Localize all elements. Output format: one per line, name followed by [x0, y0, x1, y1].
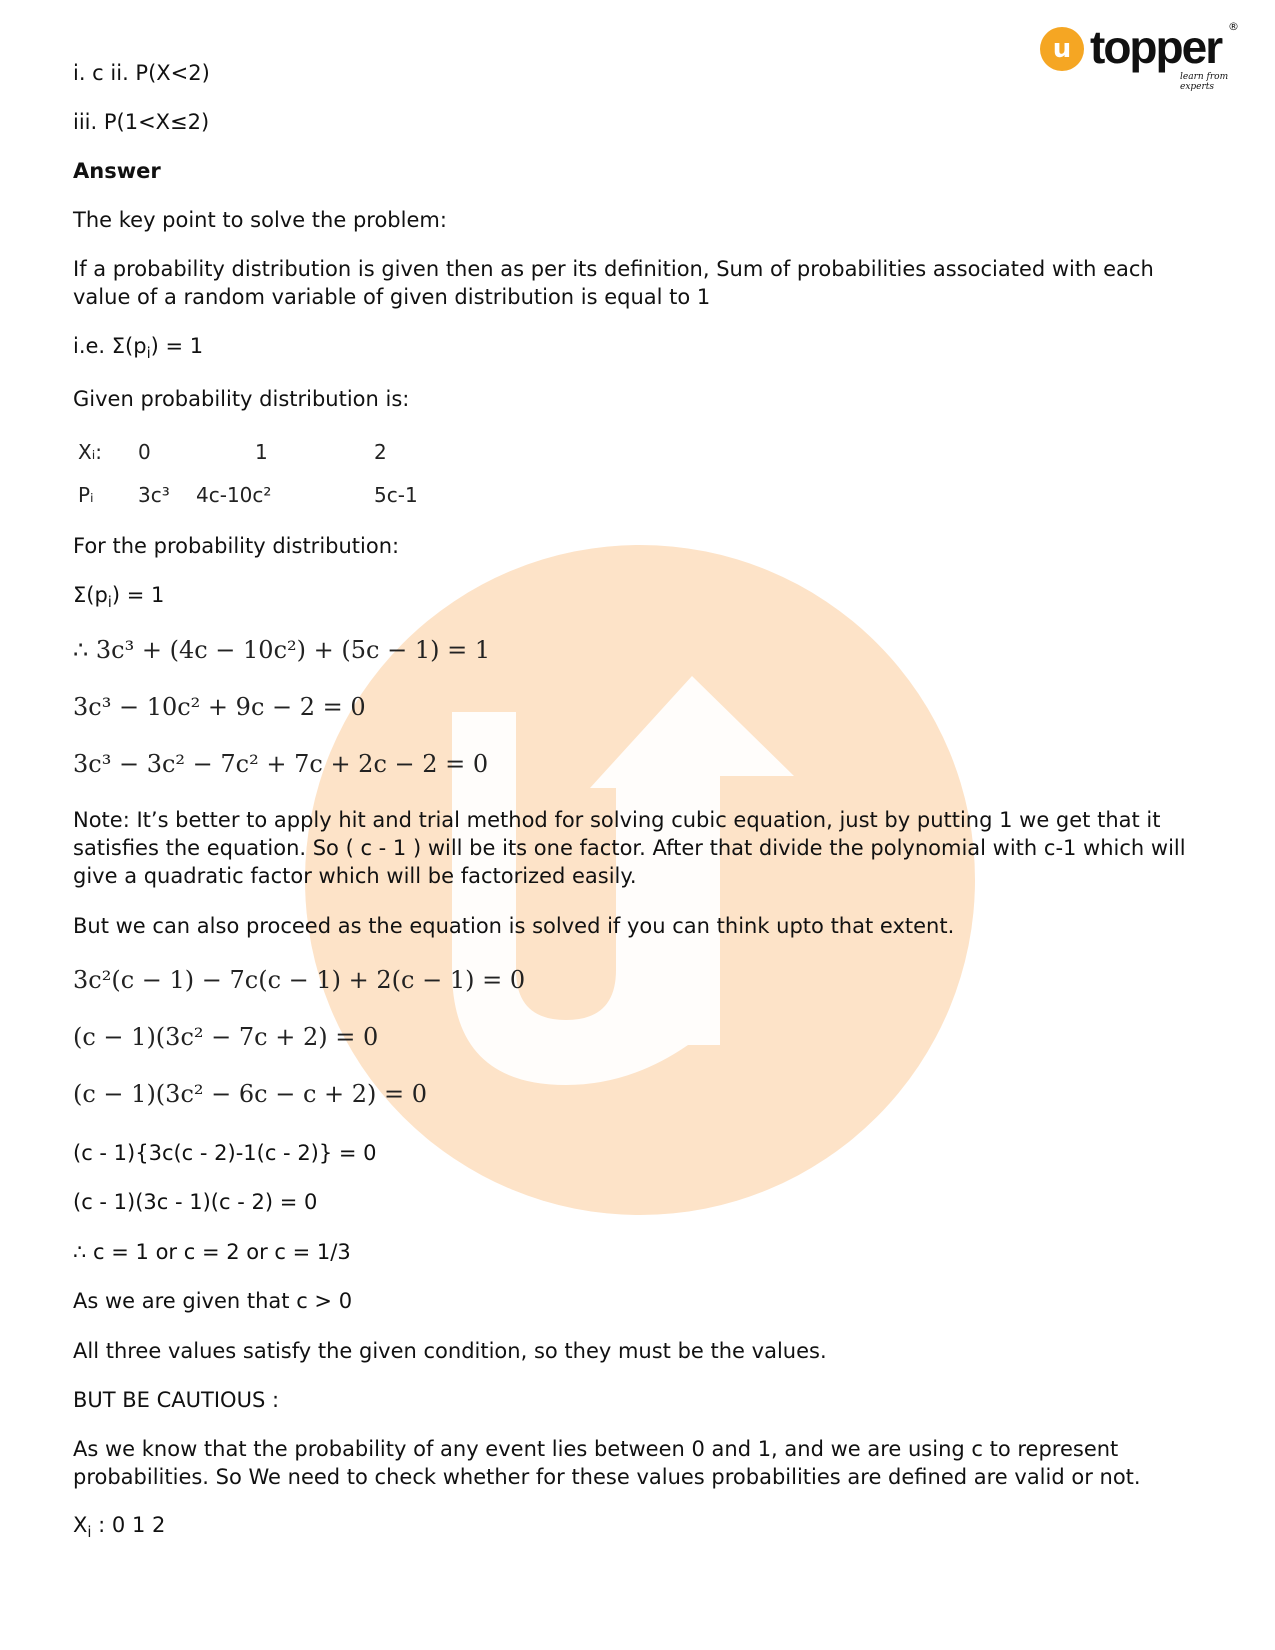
- caution-heading: BUT BE CAUTIOUS :: [73, 1388, 280, 1412]
- equation-1: ∴ 3c³ + (4c − 10c²) + (5c − 1) = 1: [73, 636, 491, 664]
- for-distribution-text: For the probability distribution:: [73, 534, 400, 558]
- factor-equation: (c - 1){3c(c - 2)-1(c - 2)} = 0: [73, 1141, 377, 1165]
- note-paragraph: Note: It’s better to apply hit and trial method for solving cubic equation, just by putting 1 we get that it satisfies the equation. So ( c - 1 ) will be its one factor. After that divide the polynomial with c-1 which will give a quadratic factor which will be factorized easily.: [73, 808, 1186, 888]
- question-part-3: iii. P(1<X≤2): [73, 110, 210, 134]
- logo-tagline: learn from experts: [1180, 72, 1229, 92]
- equation-4: 3c²(c − 1) − 7c(c − 1) + 2(c − 1) = 0: [73, 966, 526, 994]
- p-value-2: 5c-1: [374, 483, 418, 507]
- equation-6: (c − 1)(3c² − 6c − c + 2) = 0: [73, 1080, 428, 1108]
- logo-mark-icon: u: [1040, 27, 1084, 71]
- condition-text: As we are given that c > 0: [73, 1289, 353, 1313]
- x-value-1: 1: [255, 440, 268, 464]
- answer-heading: Answer: [73, 159, 161, 183]
- roots-text: ∴ c = 1 or c = 2 or c = 1/3: [73, 1240, 351, 1264]
- given-distribution-text: Given probability distribution is:: [73, 387, 410, 411]
- equation-2: 3c³ − 10c² + 9c − 2 = 0: [73, 693, 366, 721]
- registered-mark: ®: [1228, 20, 1239, 33]
- x-value-2: 2: [374, 440, 387, 464]
- equation-3: 3c³ − 3c² − 7c² + 7c + 2c − 2 = 0: [73, 750, 489, 778]
- x-label: Xᵢ:: [78, 440, 103, 464]
- definition-paragraph: If a probability distribution is given then as per its definition, Sum of probabilities associated with each value of a random variable of given distribution is equal to 1: [73, 257, 1154, 309]
- key-point-text: The key point to solve the problem:: [73, 208, 447, 232]
- proceed-text: But we can also proceed as the equation is solved if you can think upto that extent.: [73, 914, 955, 938]
- topper-logo: [1040, 20, 1240, 90]
- probability-range-paragraph: As we know that the probability of any event lies between 0 and 1, and we are using c to represent probabilities. So We need to check whether for these values probabilities are defined are valid or not.: [73, 1437, 1141, 1489]
- question-part-1-2: i. c ii. P(X<2): [73, 61, 210, 85]
- product-equation: (c - 1)(3c - 1)(c - 2) = 0: [73, 1190, 318, 1214]
- p-label: Pᵢ: [78, 483, 94, 507]
- p-value-0: 3c³: [138, 483, 170, 507]
- equation-5: (c − 1)(3c² − 7c + 2) = 0: [73, 1023, 379, 1051]
- logo-wordmark: topper: [1090, 21, 1222, 73]
- p-value-1: 4c-10c²: [196, 483, 272, 507]
- xi-values: $X_i$ : 0 1 2: [73, 1513, 166, 1542]
- sum-equation: $\Sigma(p_i) = 1$: [73, 583, 165, 612]
- sum-identity: i.e. $\Sigma(p_i) = 1$: [73, 334, 204, 363]
- all-values-text: All three values satisfy the given condition, so they must be the values.: [73, 1339, 827, 1363]
- x-value-0: 0: [138, 440, 151, 464]
